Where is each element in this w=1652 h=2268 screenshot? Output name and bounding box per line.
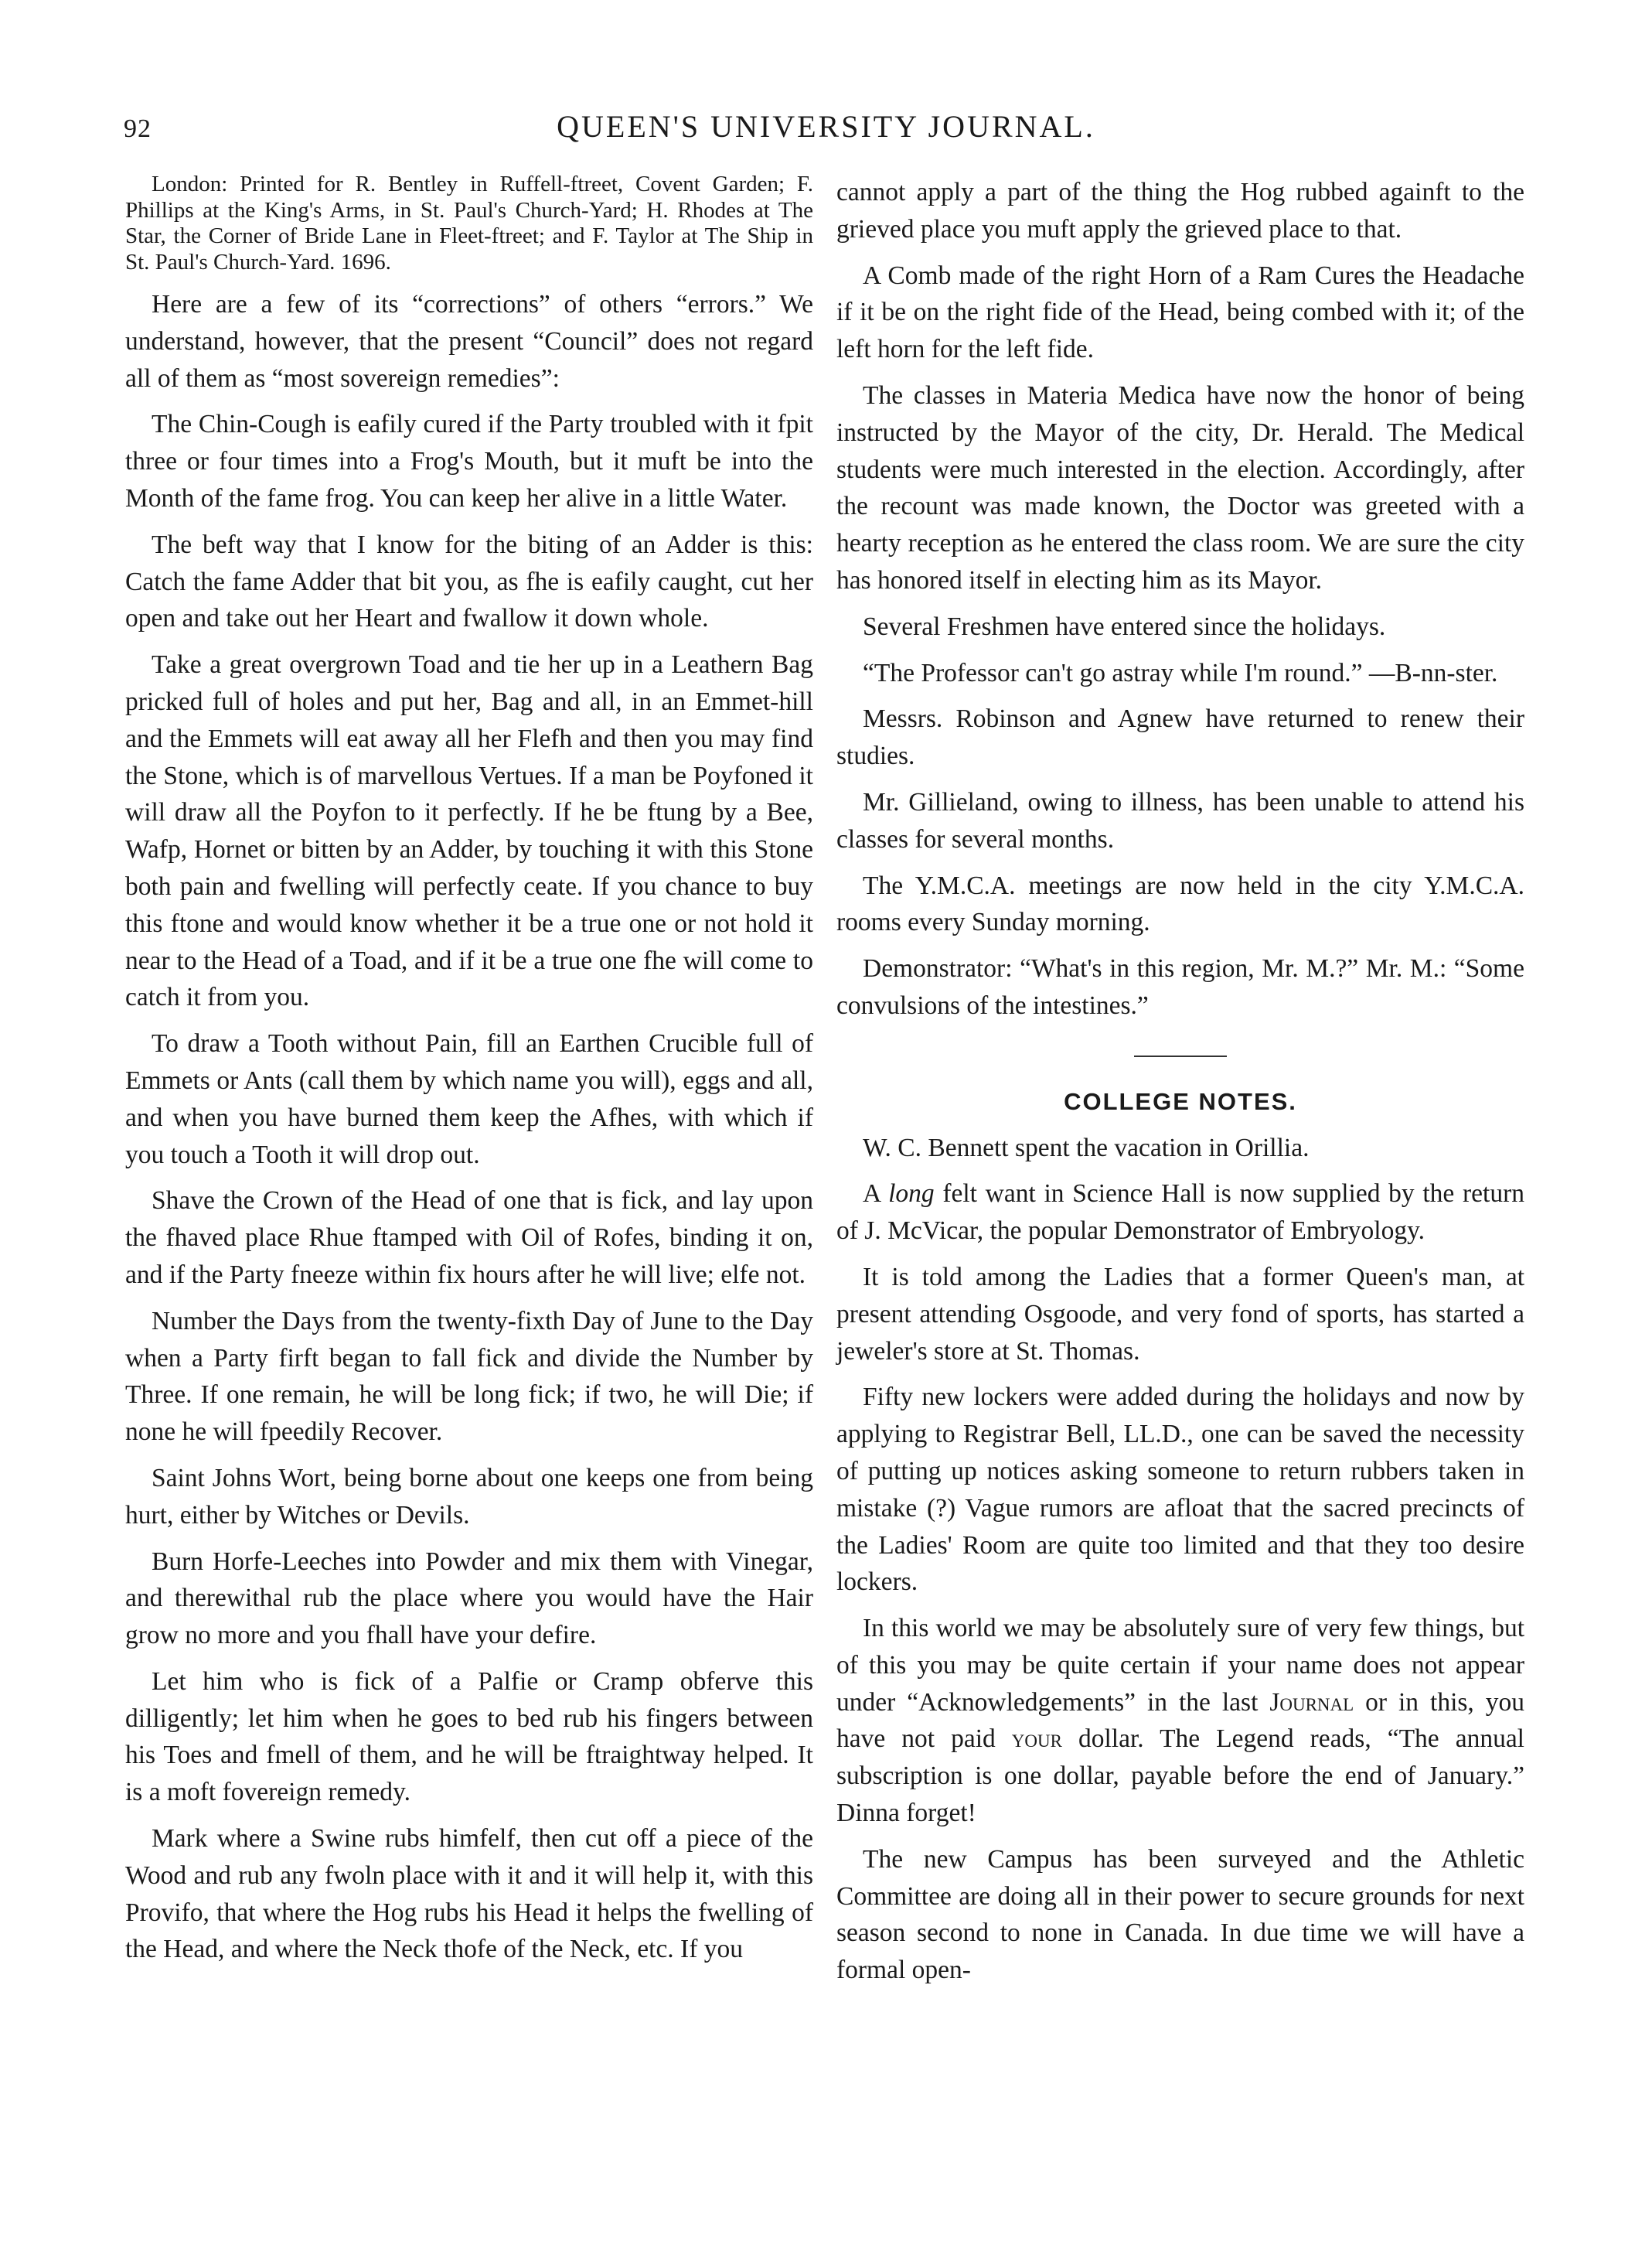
body-paragraph: “The Professor can't go astray while I'm round.” —B-nn-ster. [863,658,1498,687]
your-small-caps: your [1011,1724,1062,1754]
running-head: QUEEN'S UNIVERSITY JOURNAL. [557,109,1095,144]
college-note: Fifty new lockers were added during the holidays and now by applying to Registrar Bell, LL.D., one can be saved the necessity of putting up notices asking someone to return rubbers taken in mistake (?) Vague rumors are afloat that the sacred precincts of the Ladies' Room are quite too limited and that they too desire lockers. [836,1383,1524,1597]
body-paragraph: Number the Days from the twenty-fixth Day of June to the Day when a Party firft began to fall fick and divide the Number by Three. If one remain, he will be long fick; if two, he will Die; if none he will fpeedily Recover. [125,1306,813,1447]
page-number: 92 [124,114,152,143]
college-note: W. C. Bennett spent the vacation in Orillia. [863,1133,1310,1162]
body-paragraph: Here are a few of its “corrections” of others “errors.” We understand, however, that the present “Council” does not regard all of them as “most sovereign remedies”: [125,290,813,393]
college-note: It is told among the Ladies that a former Queen's man, at present attending Osgoode, and very fond of sports, has started a jeweler's store at St. Thomas. [836,1262,1524,1366]
left-column [125,172,813,1977]
body-paragraph: The Chin-Cough is eafily cured if the Party troubled with it fpit three or four times into a Frog's Mouth, but it muft be into the Month of the fame frog. You can keep her alive in a little Water. [125,410,813,513]
note-text: dollar. The Legend reads, “The annual subscription is one dollar, payable before the end of January.” Dinna forget! [836,1724,1524,1828]
note-text: A [863,1179,889,1209]
body-paragraph: Several Freshmen have entered since the holidays. [863,612,1386,641]
body-paragraph: The classes in Materia Medica have now the honor of being instructed by the Mayor of the city, Dr. Herald. The Medical students were much interested in the election. Accordingly, after the recount was made known, the Doctor was greeted with a hearty reception as he entered the class room. We are sure the city has honored itself in electing him as its Mayor. [836,380,1524,595]
body-paragraph: A Comb made of the right Horn of a Ram Cures the Headache if it be on the right fide of the Head, being combed with it; of the left horn for the left fide. [836,261,1524,364]
note-text: felt want in Science Hall is now supplied by the return of J. McVicar, the popular Demonstrator of Embryology. [836,1179,1524,1246]
body-paragraph: Take a great overgrown Toad and tie her up in a Leathern Bag pricked full of holes and put her, Bag and all, in an Emmet-hill and the Emmets will eat away all her Flefh and then you may find the Stone, which is of marvellous Vertues. If a man be Poyfoned it will draw all the Poyfon to it perfectly. If he be ftung by a Bee, Wafp, Hornet or bitten by an Adder, by touching it with this Stone both pain and fwelling will perfectly ceate. If you chance to buy this ftone and would know whether it be a true one or not hold it near to the Head of a Toad, and if it be a true one fhe will come to catch it from you. [125,650,813,1012]
note-text: In this world we may be absolutely sure of very few things, but of this you may be quite certain if your name does not appear under “Acknowledgements” in the last [836,1614,1524,1717]
section-divider [1134,1056,1227,1057]
imprint-paragraph: London: Printed for R. Bentley in Ruffell-ftreet, Covent Garden; F. Phillips at the King's Arms, in St. Paul's Church-Yard; H. Rhodes at The Star, the Corner of Bride Lane in Fleet-ftreet; and F. Taylor at The Ship in St. Paul's Church-Yard. 1696. [125,172,813,275]
emphasis-text: long [888,1179,935,1209]
body-paragraph: The Y.M.C.A. meetings are now held in the city Y.M.C.A. rooms every Sunday morning. [836,871,1524,937]
body-paragraph: Demonstrator: “What's in this region, Mr. M.?” Mr. M.: “Some convulsions of the intestines.” [836,954,1524,1020]
body-paragraph: Mr. Gillieland, owing to illness, has been unable to attend his classes for several months. [836,787,1524,854]
body-paragraph: The beft way that I know for the biting of an Adder is this: Catch the fame Adder that bit you, as fhe is eafily caught, cut her open and take out her Heart and fwallow it down whole. [125,530,813,633]
body-paragraph: Saint Johns Wort, being borne about one keeps one from being hurt, either by Witches or Devils. [125,1463,813,1530]
journal-small-caps: Journal [1269,1687,1354,1717]
body-paragraph: Mark where a Swine rubs himfelf, then cut off a piece of the Wood and rub any fwoln place with it and it will help it, with this Provifo, that where the Hog rubs his Head it helps the fwelling of the Head, and where the Neck thofe of the Neck, etc. If you [125,1824,813,1964]
note-text: or in this, you have not paid [836,1687,1524,1754]
body-paragraph: Shave the Crown of the Head of one that is fick, and lay upon the fhaved place Rhue ftamped with Oil of Rofes, binding it on, and if the Party fneeze within fix hours after he will live; elfe not. [125,1186,813,1289]
section-heading-college-notes: COLLEGE NOTES. [1064,1087,1297,1115]
college-note [836,1175,1524,1250]
body-paragraph: Messrs. Robinson and Agnew have returned to renew their studies. [836,704,1524,771]
continued-paragraph: cannot apply a part of the thing the Hog rubbed againft to the grieved place you muft apply the grieved place to that. [836,178,1524,244]
right-column [836,174,1524,1998]
college-note [836,1610,1524,1832]
body-paragraph: To draw a Tooth without Pain, fill an Earthen Crucible full of Emmets or Ants (call them by which name you will), eggs and all, and when you have burned them keep the Afhes, with which if you touch a Tooth it will drop out. [125,1029,813,1169]
body-paragraph: Let him who is fick of a Palfie or Cramp obferve this dilligently; let him when he goes to bed rub his fingers between his Toes and fmell of them, and he will be ftraightway helped. It is a moft fovereign remedy. [125,1666,813,1807]
body-paragraph: Burn Horfe-Leeches into Powder and mix them with Vinegar, and therewithal rub the place where you would have the Hair grow no more and you fhall have your defire. [125,1547,813,1650]
college-note: The new Campus has been surveyed and the Athletic Committee are doing all in their power to secure grounds for next season second to none in Canada. In due time we will have a formal open- [836,1844,1524,1985]
